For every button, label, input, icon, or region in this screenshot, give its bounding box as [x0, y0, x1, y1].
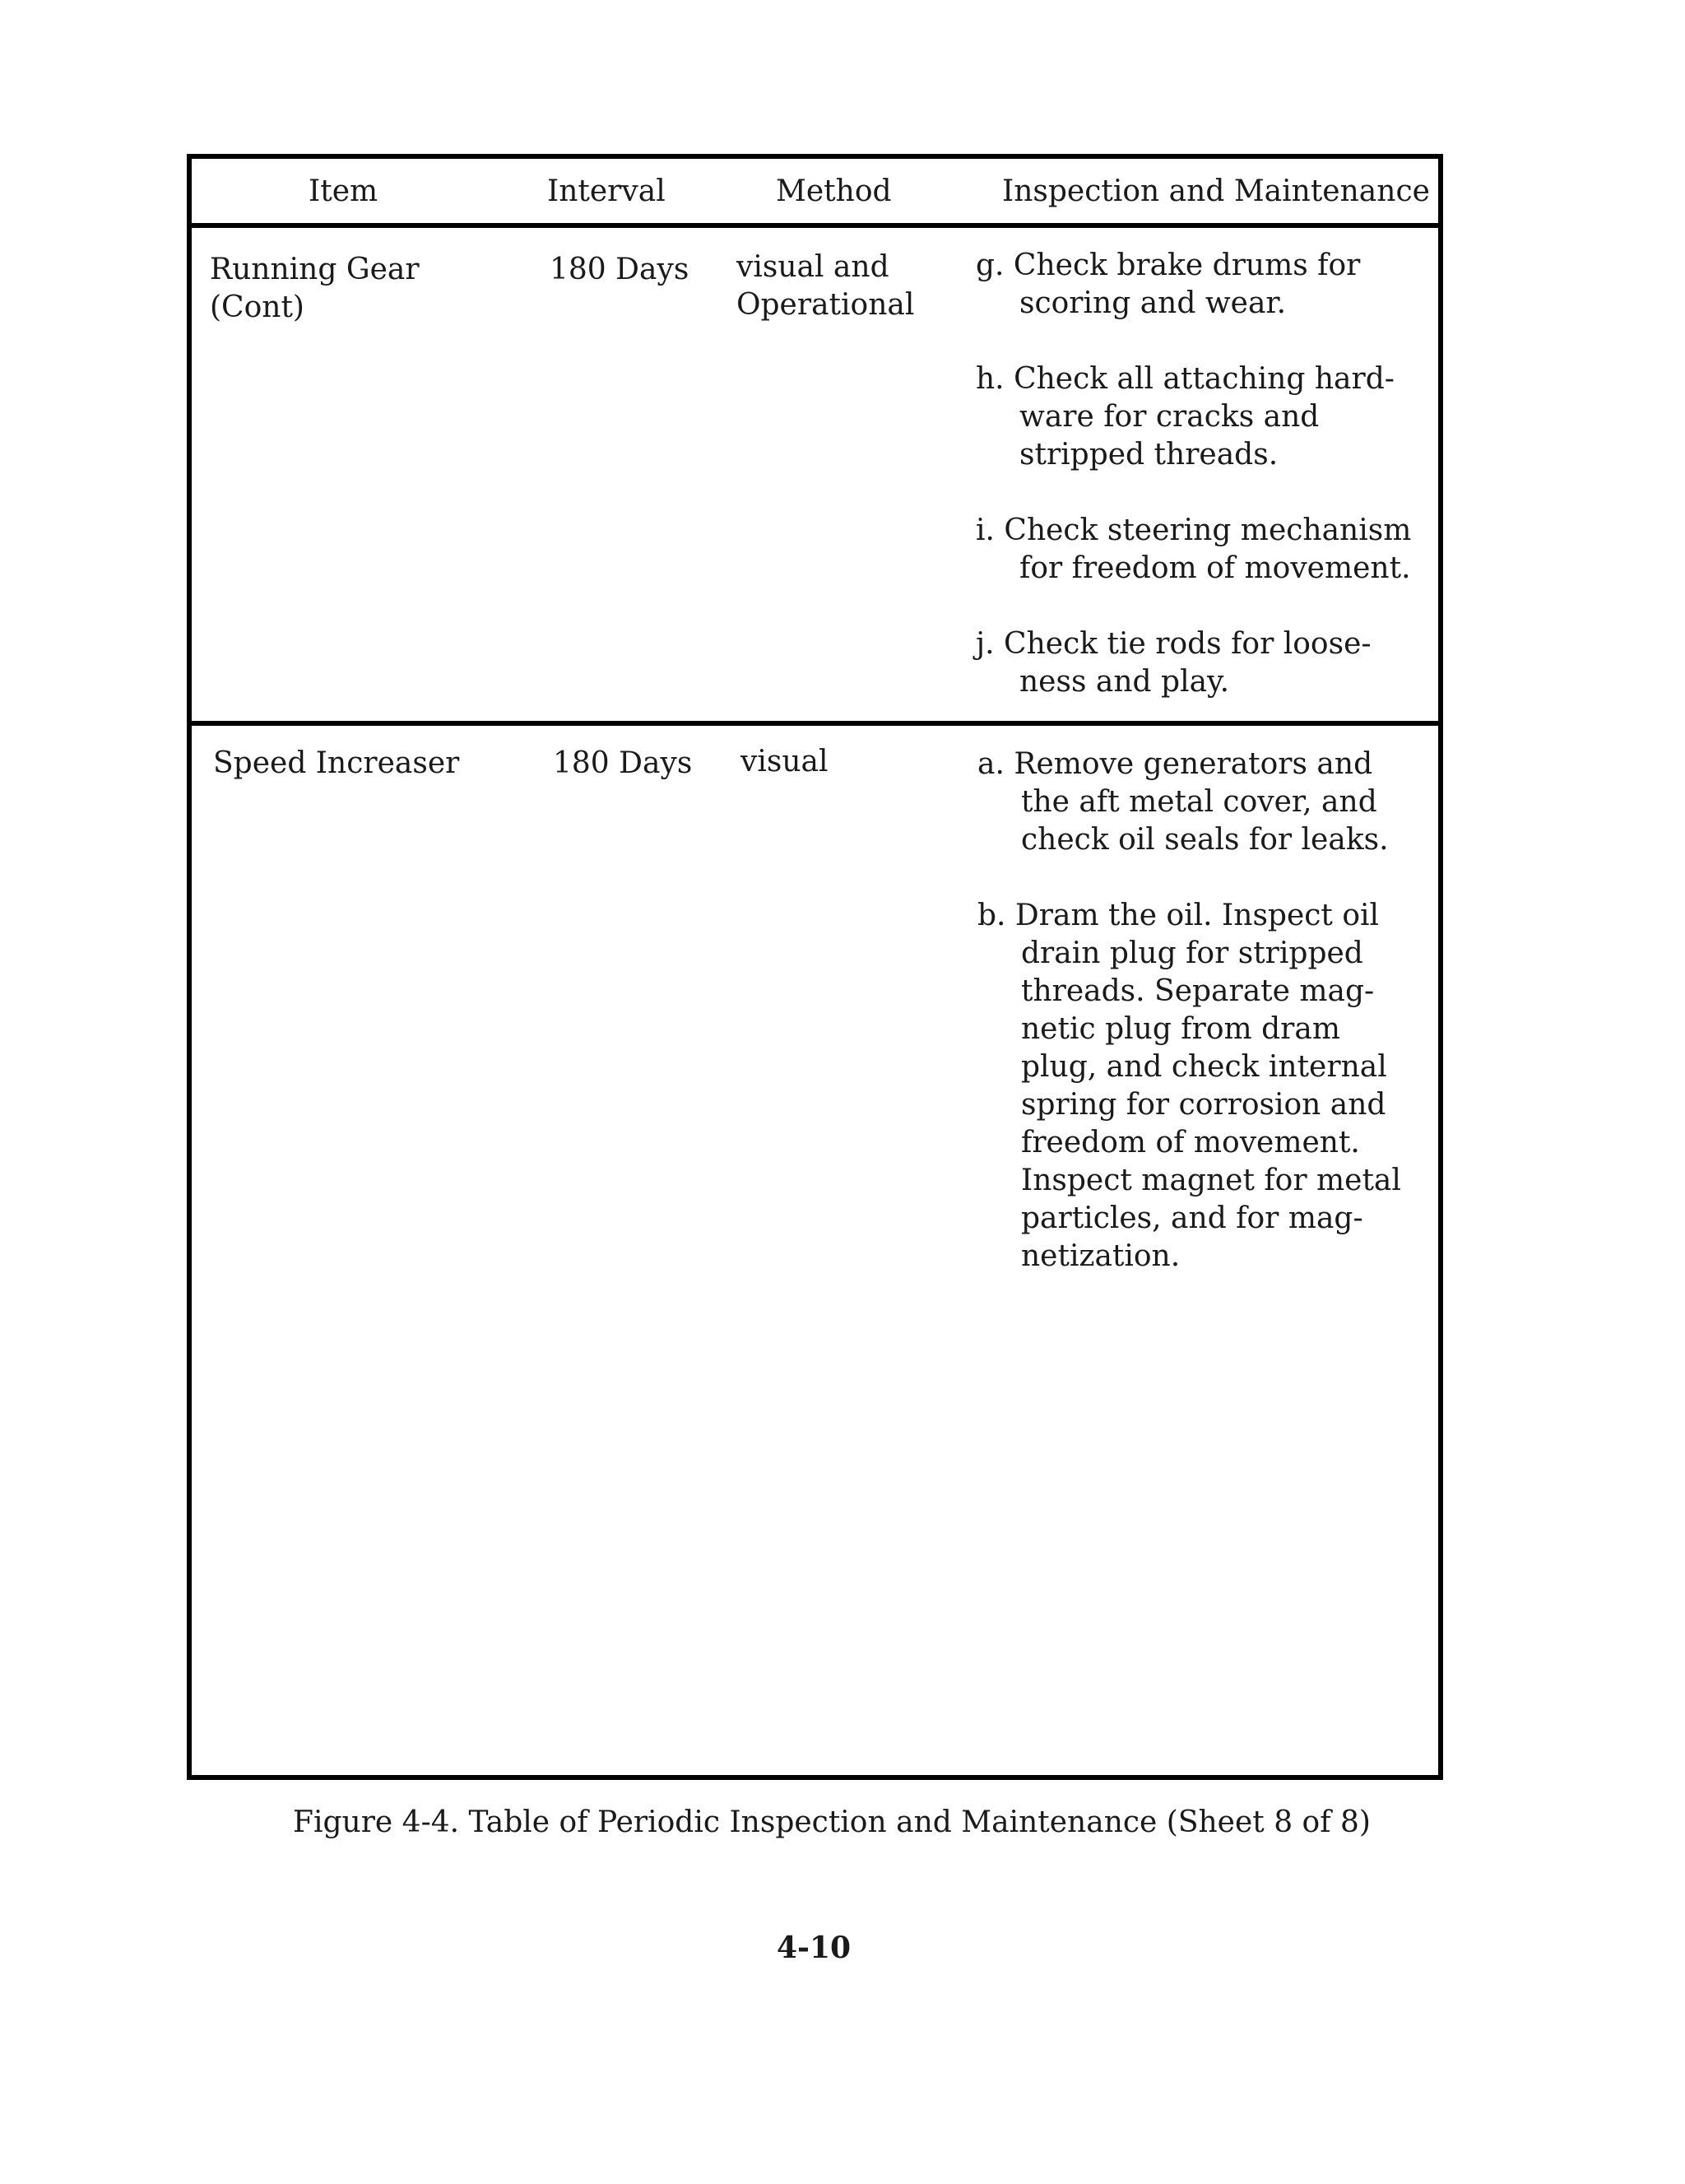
- step-line: b. Dram the oil. Inspect oil: [977, 899, 1380, 932]
- column-header-item: Item: [309, 174, 378, 208]
- step-line: ware for cracks and: [1019, 400, 1320, 434]
- step-line: plug, and check internal: [1021, 1050, 1387, 1084]
- row-1-interval: 180 Days: [550, 253, 689, 286]
- column-header-interval: Interval: [547, 174, 666, 208]
- column-header-method: Method: [776, 174, 892, 208]
- row-1-step-j: [976, 625, 1420, 701]
- header-divider: [187, 223, 1443, 228]
- row-1-item-line-2: (Cont): [210, 290, 304, 324]
- step-line: drain plug for stripped: [1021, 936, 1363, 970]
- row-1-step-i: [976, 512, 1420, 588]
- row-2-item: Speed Increaser: [213, 746, 460, 780]
- figure-caption: Figure 4-4. Table of Periodic Inspection and Maintenance (Sheet 8 of 8): [293, 1805, 1371, 1839]
- row-2-step-a: [977, 746, 1422, 859]
- row-1-method-line-2: Operational: [736, 288, 915, 322]
- step-line: stripped threads.: [1019, 438, 1279, 472]
- row-2-method: visual: [740, 745, 829, 778]
- step-line: i. Check steering mechanism: [976, 513, 1412, 547]
- row-1-method-line-1: visual and: [736, 250, 889, 284]
- step-line: check oil seals for leaks.: [1021, 823, 1389, 857]
- step-line: for freedom of movement.: [1019, 551, 1411, 585]
- row-2-interval: 180 Days: [553, 746, 693, 780]
- step-line: the aft metal cover, and: [1021, 785, 1377, 819]
- step-line: particles, and for mag-: [1021, 1201, 1363, 1235]
- row-1-item-line-1: Running Gear: [210, 253, 420, 286]
- step-line: ness and play.: [1019, 665, 1230, 699]
- step-line: threads. Separate mag-: [1021, 974, 1375, 1008]
- row-1-method: [736, 249, 914, 324]
- row-2-step-b: [977, 897, 1422, 1276]
- row-1-step-g: [976, 247, 1420, 323]
- row-divider: [187, 721, 1443, 726]
- row-1-step-h: [976, 360, 1420, 474]
- column-header-inspection: Inspection and Maintenance: [1002, 174, 1430, 208]
- step-line: a. Remove generators and: [977, 747, 1373, 781]
- step-line: Inspect magnet for metal: [1021, 1164, 1401, 1197]
- step-line: g. Check brake drums for: [976, 249, 1361, 282]
- step-line: freedom of movement.: [1021, 1126, 1360, 1159]
- step-line: j. Check tie rods for loose-: [976, 627, 1372, 661]
- row-1-item: [210, 251, 420, 327]
- step-line: spring for corrosion and: [1021, 1088, 1386, 1122]
- step-line: h. Check all attaching hard-: [976, 362, 1395, 396]
- page-number: 4-10: [776, 1931, 852, 1965]
- step-line: netic plug from dram: [1021, 1012, 1340, 1046]
- step-line: scoring and wear.: [1019, 286, 1287, 320]
- step-line: netization.: [1021, 1239, 1181, 1273]
